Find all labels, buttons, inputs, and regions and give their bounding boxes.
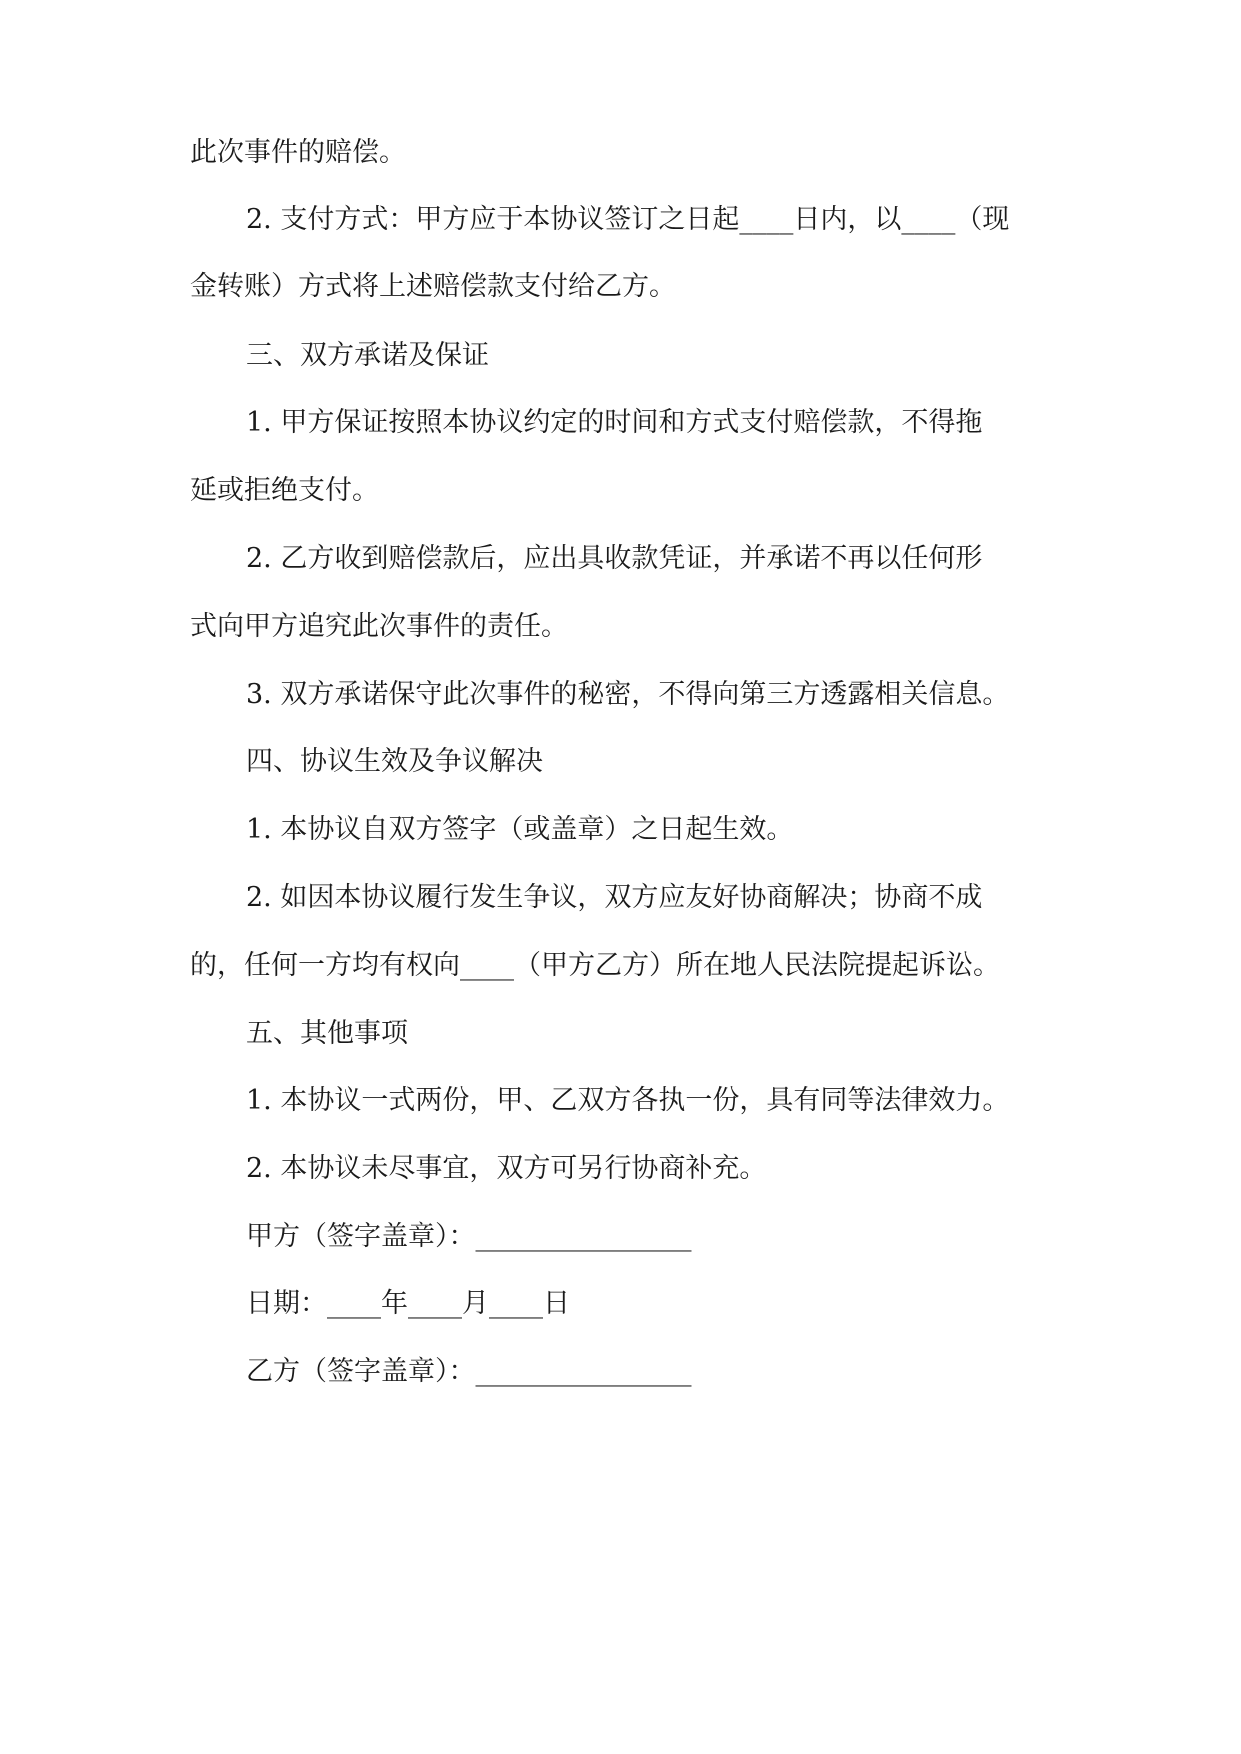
paragraph-line: 延或拒绝支付。 [190,475,379,506]
paragraph-line: 2. 乙方收到赔偿款后，应出具收款凭证，并承诺不再以任何形 [246,543,983,574]
paragraph-line: 3. 双方承诺保守此次事件的秘密，不得向第三方透露相关信息。 [246,679,1010,710]
section-heading: 四、协议生效及争议解决 [246,746,543,777]
paragraph-line: 的，任何一方均有权向____（甲方乙方）所在地人民法院提起诉讼。 [190,950,1000,981]
signature-party-b: 乙方（签字盖章）：________________ [246,1356,692,1387]
signature-date: 日期：____年____月____日 [246,1288,570,1319]
paragraph-line: 此次事件的赔偿。 [190,137,406,168]
paragraph-line: 1. 甲方保证按照本协议约定的时间和方式支付赔偿款，不得拖 [246,407,983,438]
section-heading: 三、双方承诺及保证 [246,340,489,371]
paragraph-line: 1. 本协议自双方签字（或盖章）之日起生效。 [246,814,794,845]
paragraph-line: 1. 本协议一式两份，甲、乙双方各执一份，具有同等法律效力。 [246,1085,1010,1116]
paragraph-line: 金转账）方式将上述赔偿款支付给乙方。 [190,271,676,302]
paragraph-line: 2. 本协议未尽事宜，双方可另行协商补充。 [246,1153,767,1184]
signature-party-a: 甲方（签字盖章）：________________ [246,1221,692,1252]
paragraph-line: 2. 支付方式：甲方应于本协议签订之日起____日内，以____（现 [246,204,1010,235]
paragraph-line: 式向甲方追究此次事件的责任。 [190,611,568,642]
section-heading: 五、其他事项 [246,1018,408,1049]
paragraph-line: 2. 如因本协议履行发生争议，双方应友好协商解决；协商不成 [246,882,983,913]
